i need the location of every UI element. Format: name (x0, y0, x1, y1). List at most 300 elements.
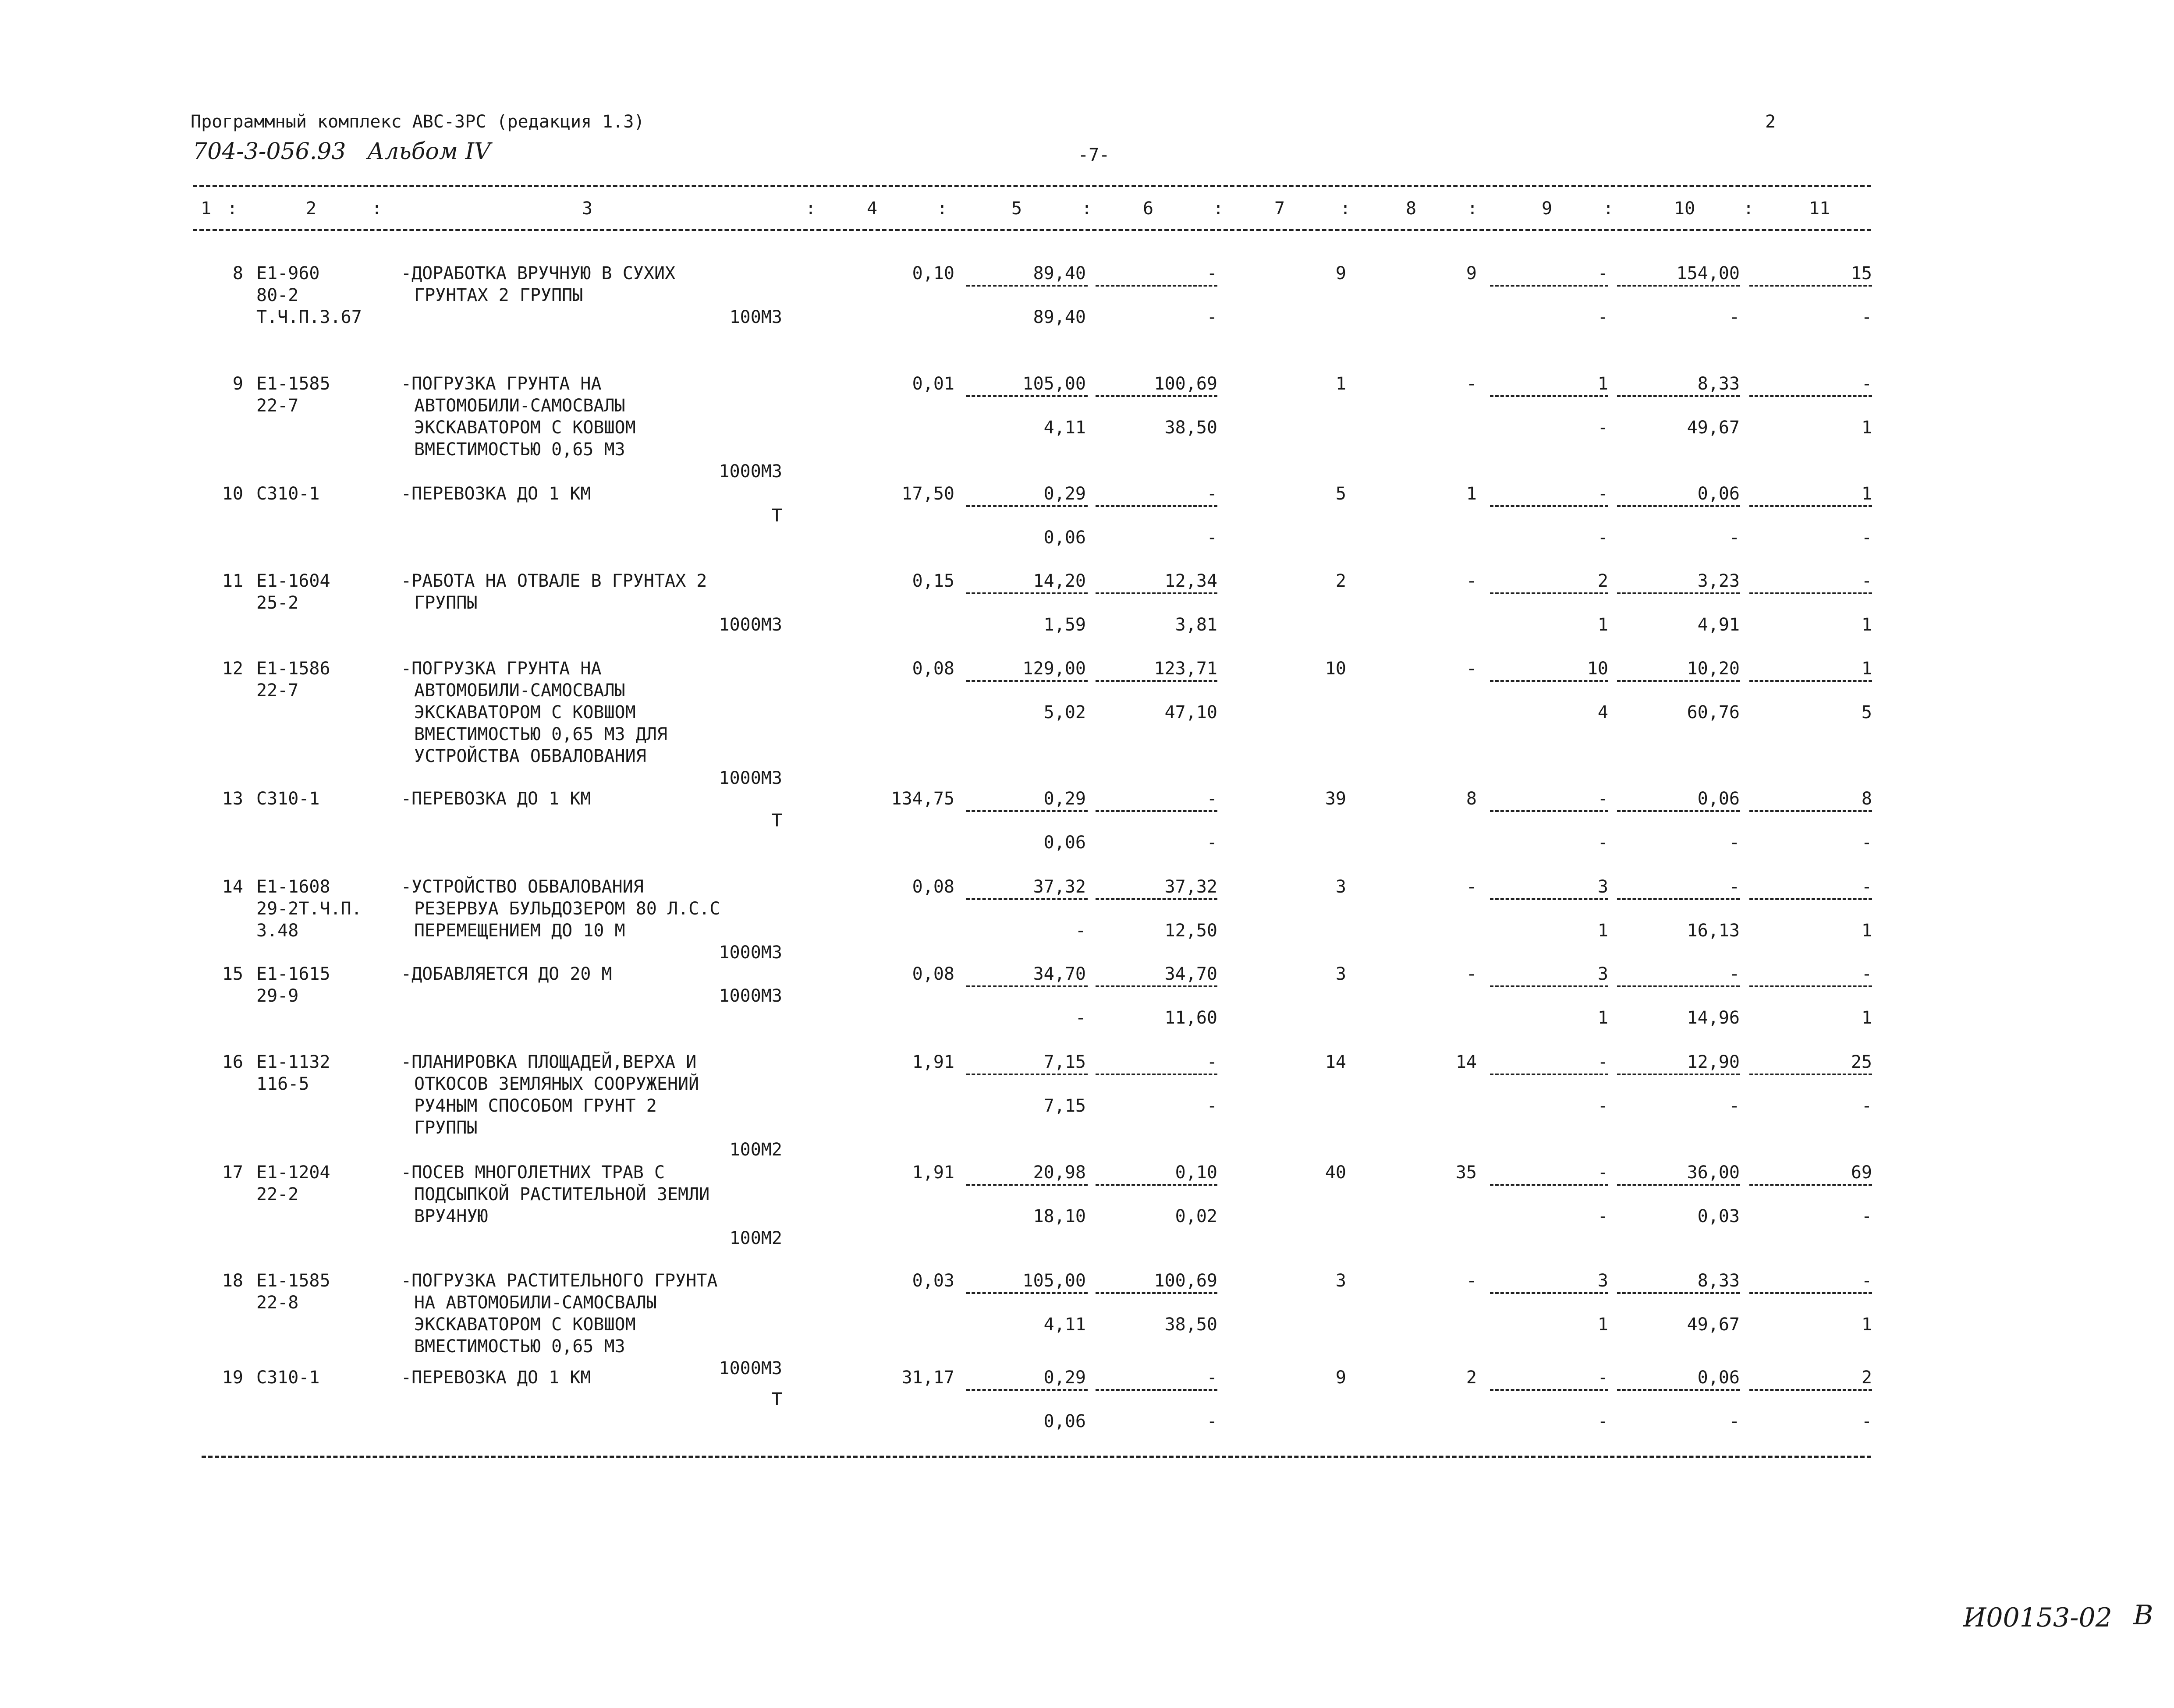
cell-col10-top: 0,06 (1697, 484, 1740, 504)
cell-divider (966, 680, 1088, 682)
cell-col7: 2 (1335, 571, 1346, 591)
row-unit: Т (771, 506, 782, 526)
cell-col5-bottom: 0,06 (1043, 833, 1086, 853)
cell-col6-bottom: 38,50 (1164, 418, 1217, 438)
cell-divider (966, 898, 1088, 900)
row-code: 29-9 (256, 986, 299, 1006)
row-description: ГРУППЫ (414, 1118, 478, 1138)
cell-divider (966, 1292, 1088, 1294)
cell-col10-top: - (1729, 877, 1740, 897)
cell-col10-bottom: - (1729, 1411, 1740, 1432)
sheet-mark: В (2133, 1599, 2153, 1631)
cell-col7: 9 (1335, 1368, 1346, 1388)
row-description: ЭКСКАВАТОРОМ С КОВШОМ (414, 1315, 636, 1335)
cell-col6-top: 0,10 (1175, 1162, 1217, 1183)
row-number: 8 (232, 263, 243, 283)
cell-col11-bottom: - (1861, 1206, 1872, 1226)
cell-col4: 1,91 (912, 1162, 954, 1183)
cell-col9-top: 1 (1597, 374, 1608, 394)
cell-col4: 0,08 (912, 877, 954, 897)
cell-divider (1096, 1389, 1217, 1391)
cell-col6-top: - (1206, 484, 1217, 504)
cell-col10-top: - (1729, 964, 1740, 984)
cell-divider (1617, 505, 1740, 507)
cell-col10-bottom: 60,76 (1687, 702, 1740, 723)
column-header-11: 11 (1809, 198, 1830, 219)
row-unit: 100М2 (729, 1140, 782, 1160)
cell-col6-top: - (1206, 789, 1217, 809)
cell-divider (1490, 1292, 1608, 1294)
cell-divider (1749, 1074, 1872, 1075)
cell-divider (1617, 1074, 1740, 1075)
row-description: ЭКСКАВАТОРОМ С КОВШОМ (414, 418, 636, 438)
cell-col10-top: 0,06 (1697, 1368, 1740, 1388)
cell-divider (1617, 1389, 1740, 1391)
row-number: 16 (222, 1052, 243, 1072)
program-title: Программный комплекс АВС-3РС (редакция 1.3) (191, 112, 645, 132)
cell-divider (1749, 810, 1872, 812)
column-header-5: 5 (1011, 198, 1022, 219)
cell-col5-bottom: 0,06 (1043, 1411, 1086, 1432)
cell-col7: 39 (1325, 789, 1346, 809)
cell-col5-bottom: 5,02 (1043, 702, 1086, 723)
cell-col10-bottom: 49,67 (1687, 418, 1740, 438)
row-unit: 1000М3 (719, 986, 782, 1006)
cell-col6-top: 12,34 (1164, 571, 1217, 591)
cell-col4: 17,50 (901, 484, 954, 504)
cell-col4: 31,17 (901, 1368, 954, 1388)
cell-col9-bottom: - (1597, 1096, 1608, 1116)
row-description: АВТОМОБИЛИ-САМОСВАЛЫ (414, 396, 625, 416)
cell-divider (1749, 592, 1872, 594)
row-description: УСТРОЙСТВА ОБВАЛОВАНИЯ (414, 746, 646, 766)
cell-divider (966, 985, 1088, 987)
cell-col10-bottom: 4,91 (1697, 615, 1740, 635)
cell-col9-top: 3 (1597, 964, 1608, 984)
cell-col11-top: 69 (1851, 1162, 1872, 1183)
cell-col7: 3 (1335, 877, 1346, 897)
cell-col5-top: 105,00 (1022, 374, 1086, 394)
cell-col9-top: - (1597, 789, 1608, 809)
cell-col6-bottom: 47,10 (1164, 702, 1217, 723)
cell-divider (1096, 898, 1217, 900)
cell-col7: 3 (1335, 1271, 1346, 1291)
cell-col11-bottom: 1 (1861, 921, 1872, 941)
row-description: -ПЕРЕВОЗКА ДО 1 КМ (401, 1368, 591, 1388)
cell-divider (1490, 1184, 1608, 1186)
cell-col9-bottom: - (1597, 528, 1608, 548)
cell-col5-bottom: 0,06 (1043, 528, 1086, 548)
cell-col5-bottom: 1,59 (1043, 615, 1086, 635)
row-code: С310-1 (256, 484, 320, 504)
cell-col8: 9 (1466, 263, 1477, 283)
column-separator: : (1467, 198, 1478, 219)
cell-col6-top: 100,69 (1154, 374, 1217, 394)
cell-col5-top: 14,20 (1033, 571, 1086, 591)
cell-divider (1096, 1292, 1217, 1294)
column-separator: : (1213, 198, 1224, 219)
cell-col6-bottom: 11,60 (1164, 1008, 1217, 1028)
row-code: С310-1 (256, 1368, 320, 1388)
cell-divider (1749, 1184, 1872, 1186)
column-header-3: 3 (582, 198, 593, 219)
cell-col7: 10 (1325, 659, 1346, 679)
column-header-2: 2 (305, 198, 317, 219)
cell-col10-bottom: 16,13 (1687, 921, 1740, 941)
cell-col10-bottom: - (1729, 307, 1740, 327)
header-divider (193, 229, 1871, 231)
cell-col10-bottom: 0,03 (1697, 1206, 1740, 1226)
cell-col8: 14 (1455, 1052, 1477, 1072)
cell-col7: 3 (1335, 964, 1346, 984)
cell-col11-bottom: - (1861, 528, 1872, 548)
row-code: 22-7 (256, 680, 299, 701)
cell-col8: - (1466, 571, 1477, 591)
cell-col8: - (1466, 877, 1477, 897)
cell-col6-bottom: - (1206, 1096, 1217, 1116)
cell-col4: 1,91 (912, 1052, 954, 1072)
cell-col10-top: 8,33 (1697, 1271, 1740, 1291)
cell-divider (1096, 810, 1217, 812)
row-code: Е1-1604 (256, 571, 330, 591)
cell-divider (1096, 985, 1217, 987)
cell-col4: 0,10 (912, 263, 954, 283)
cell-divider (1617, 680, 1740, 682)
row-description: -ПОГРУЗКА РАСТИТЕЛЬНОГО ГРУНТА (401, 1271, 718, 1291)
cell-col11-top: 8 (1861, 789, 1872, 809)
cell-col9-bottom: - (1597, 833, 1608, 853)
row-code: С310-1 (256, 789, 320, 809)
row-description: -ДОРАБОТКА ВРУЧНУЮ В СУХИХ (401, 263, 676, 283)
row-number: 13 (222, 789, 243, 809)
row-number: 15 (222, 964, 243, 984)
row-unit: 1000М3 (719, 615, 782, 635)
row-description: ОТКОСОВ ЗЕМЛЯНЫХ СООРУЖЕНИЙ (414, 1074, 699, 1094)
cell-col9-bottom: 1 (1597, 921, 1608, 941)
cell-col5-bottom: 89,40 (1033, 307, 1086, 327)
cell-col7: 14 (1325, 1052, 1346, 1072)
cell-col9-top: 10 (1587, 659, 1608, 679)
cell-divider (1617, 898, 1740, 900)
row-unit: Т (771, 1389, 782, 1410)
cell-divider (1096, 1184, 1217, 1186)
column-separator: : (1081, 198, 1092, 219)
row-code: Е1-1608 (256, 877, 330, 897)
row-code: Е1-1132 (256, 1052, 330, 1072)
cell-col10-top: 0,06 (1697, 789, 1740, 809)
cell-divider (1749, 505, 1872, 507)
cell-divider (1617, 592, 1740, 594)
cell-col10-top: 154,00 (1676, 263, 1740, 283)
cell-col11-bottom: 1 (1861, 418, 1872, 438)
cell-col11-bottom: - (1861, 307, 1872, 327)
document-stamp: И00153-02 (1963, 1602, 2112, 1633)
cell-divider (1749, 680, 1872, 682)
row-description: ВМЕСТИМОСТЬЮ 0,65 М3 (414, 439, 625, 460)
cell-divider (1749, 898, 1872, 900)
cell-col9-bottom: 1 (1597, 1315, 1608, 1335)
cell-col6-bottom: - (1206, 528, 1217, 548)
row-code: Е1-1204 (256, 1162, 330, 1183)
cell-col11-top: - (1861, 877, 1872, 897)
cell-divider (1490, 395, 1608, 397)
column-separator: : (227, 198, 238, 219)
cell-col9-bottom: - (1597, 1411, 1608, 1432)
cell-divider (1096, 680, 1217, 682)
cell-divider (1096, 1074, 1217, 1075)
cell-divider (1490, 1074, 1608, 1075)
cell-col9-top: - (1597, 1368, 1608, 1388)
cell-divider (966, 395, 1088, 397)
cell-col4: 134,75 (891, 789, 954, 809)
top-divider (193, 185, 1871, 187)
cell-col5-top: 0,29 (1043, 789, 1086, 809)
cell-divider (1490, 285, 1608, 287)
row-description: -ПОСЕВ МНОГОЛЕТНИХ ТРАВ С (401, 1162, 665, 1183)
cell-col9-top: 3 (1597, 1271, 1608, 1291)
row-description: -УСТРОЙСТВО ОБВАЛОВАНИЯ (401, 877, 644, 897)
cell-divider (1617, 985, 1740, 987)
cell-col11-top: - (1861, 1271, 1872, 1291)
cell-col6-top: 100,69 (1154, 1271, 1217, 1291)
cell-col11-bottom: - (1861, 1411, 1872, 1432)
cell-col8: - (1466, 659, 1477, 679)
cell-col6-bottom: - (1206, 1411, 1217, 1432)
cell-col11-bottom: - (1861, 833, 1872, 853)
cell-col7: 9 (1335, 263, 1346, 283)
cell-col6-top: 34,70 (1164, 964, 1217, 984)
cell-col4: 0,15 (912, 571, 954, 591)
cell-col9-bottom: 1 (1597, 1008, 1608, 1028)
cell-divider (1490, 985, 1608, 987)
cell-divider (1749, 395, 1872, 397)
cell-col10-top: 10,20 (1687, 659, 1740, 679)
cell-col8: 8 (1466, 789, 1477, 809)
cell-col11-top: 2 (1861, 1368, 1872, 1388)
cell-col11-bottom: - (1861, 1096, 1872, 1116)
cell-divider (1749, 285, 1872, 287)
row-number: 12 (222, 659, 243, 679)
row-unit: 1000М3 (719, 768, 782, 788)
cell-col10-bottom: - (1729, 833, 1740, 853)
cell-col11-top: 15 (1851, 263, 1872, 283)
cell-col10-bottom: - (1729, 1096, 1740, 1116)
row-description: АВТОМОБИЛИ-САМОСВАЛЫ (414, 680, 625, 701)
cell-col9-top: - (1597, 263, 1608, 283)
cell-col9-top: 3 (1597, 877, 1608, 897)
cell-col5-top: 89,40 (1033, 263, 1086, 283)
cell-col10-top: 12,90 (1687, 1052, 1740, 1072)
cell-col5-top: 7,15 (1043, 1052, 1086, 1072)
cell-col6-top: 123,71 (1154, 659, 1217, 679)
cell-col6-bottom: - (1206, 307, 1217, 327)
cell-col7: 40 (1325, 1162, 1346, 1183)
row-unit: 100М2 (729, 1228, 782, 1248)
cell-divider (966, 285, 1088, 287)
cell-divider (1617, 1292, 1740, 1294)
cell-col5-top: 37,32 (1033, 877, 1086, 897)
cell-col11-bottom: 5 (1861, 702, 1872, 723)
cell-col5-top: 0,29 (1043, 1368, 1086, 1388)
row-description: ЭКСКАВАТОРОМ С КОВШОМ (414, 702, 636, 723)
row-number: 19 (222, 1368, 243, 1388)
cell-col6-top: 37,32 (1164, 877, 1217, 897)
cell-col11-top: 1 (1861, 659, 1872, 679)
row-description: РЕЗЕРВУА БУЛЬДОЗЕРОМ 80 Л.С.С (414, 899, 720, 919)
row-code: Е1-1586 (256, 659, 330, 679)
row-unit: 1000М3 (719, 461, 782, 482)
cell-col8: - (1466, 374, 1477, 394)
row-unit: 1000М3 (719, 1358, 782, 1378)
cell-col6-bottom: 38,50 (1164, 1315, 1217, 1335)
row-description: РУ4НЫМ СПОСОБОМ ГРУНТ 2 (414, 1096, 657, 1116)
cell-col5-top: 34,70 (1033, 964, 1086, 984)
cell-col6-top: - (1206, 1052, 1217, 1072)
cell-col9-bottom: 1 (1597, 615, 1608, 635)
cell-col4: 0,08 (912, 964, 954, 984)
bottom-divider (202, 1456, 1871, 1458)
row-code: Е1-1615 (256, 964, 330, 984)
row-code: Е1-960 (256, 263, 320, 283)
cell-divider (966, 1389, 1088, 1391)
row-description: -ПЛАНИРОВКА ПЛОЩАДЕЙ,ВЕРХА И (401, 1052, 697, 1072)
cell-divider (1096, 505, 1217, 507)
row-description: ПЕРЕМЕЩЕНИЕМ ДО 10 М (414, 921, 625, 941)
cell-divider (1096, 592, 1217, 594)
cell-col6-bottom: - (1206, 833, 1217, 853)
cell-col11-bottom: 1 (1861, 1315, 1872, 1335)
column-separator: : (936, 198, 948, 219)
cell-col9-top: 2 (1597, 571, 1608, 591)
column-header-8: 8 (1405, 198, 1417, 219)
cell-col10-bottom: - (1729, 528, 1740, 548)
cell-col9-bottom: - (1597, 307, 1608, 327)
row-description: -ДОБАВЛЯЕТСЯ ДО 20 М (401, 964, 612, 984)
cell-divider (966, 592, 1088, 594)
cell-divider (1096, 395, 1217, 397)
cell-divider (1617, 285, 1740, 287)
cell-col5-bottom: 7,15 (1043, 1096, 1086, 1116)
cell-divider (1749, 1292, 1872, 1294)
row-number: 14 (222, 877, 243, 897)
column-header-10: 10 (1674, 198, 1695, 219)
row-code: 3.48 (256, 921, 299, 941)
cell-col7: 1 (1335, 374, 1346, 394)
cell-col6-top: - (1206, 1368, 1217, 1388)
cell-divider (966, 1074, 1088, 1075)
row-description: -ПОГРУЗКА ГРУНТА НА (401, 374, 602, 394)
cell-col10-top: 36,00 (1687, 1162, 1740, 1183)
cell-col8: 2 (1466, 1368, 1477, 1388)
row-code: 80-2 (256, 285, 299, 305)
cell-col9-bottom: - (1597, 418, 1608, 438)
column-header-4: 4 (866, 198, 878, 219)
row-code: Е1-1585 (256, 374, 330, 394)
cell-col10-top: 3,23 (1697, 571, 1740, 591)
row-code: 116-5 (256, 1074, 309, 1094)
cell-col11-top: 25 (1851, 1052, 1872, 1072)
cell-col11-top: 1 (1861, 484, 1872, 504)
cell-col11-top: - (1861, 571, 1872, 591)
column-header-6: 6 (1142, 198, 1154, 219)
row-code: 25-2 (256, 593, 299, 613)
row-code: 22-7 (256, 396, 299, 416)
row-description: -ПЕРЕВОЗКА ДО 1 КМ (401, 789, 591, 809)
cell-col4: 0,03 (912, 1271, 954, 1291)
page-number: -7- (1078, 145, 1110, 165)
cell-divider (1617, 395, 1740, 397)
cell-col5-top: 129,00 (1022, 659, 1086, 679)
cell-divider (1749, 1389, 1872, 1391)
cell-col5-bottom: 18,10 (1033, 1206, 1086, 1226)
cell-divider (1490, 898, 1608, 900)
cell-col4: 0,01 (912, 374, 954, 394)
cell-col5-bottom: 4,11 (1043, 418, 1086, 438)
row-description: -ПОГРУЗКА ГРУНТА НА (401, 659, 602, 679)
row-number: 11 (222, 571, 243, 591)
cell-col9-bottom: 4 (1597, 702, 1608, 723)
row-number: 9 (232, 374, 243, 394)
cell-col9-top: - (1597, 1052, 1608, 1072)
cell-divider (1490, 592, 1608, 594)
cell-divider (1490, 505, 1608, 507)
handwritten-reference: 704-3-056.93 (193, 138, 346, 165)
row-description: -ПЕРЕВОЗКА ДО 1 КМ (401, 484, 591, 504)
column-header-7: 7 (1274, 198, 1285, 219)
cell-divider (966, 505, 1088, 507)
cell-col6-top: - (1206, 263, 1217, 283)
cell-divider (1490, 810, 1608, 812)
cell-col7: 5 (1335, 484, 1346, 504)
row-description: ГРУНТАХ 2 ГРУППЫ (414, 285, 583, 305)
cell-divider (1749, 985, 1872, 987)
row-unit: 1000М3 (719, 943, 782, 963)
row-description: ВРУ4НУЮ (414, 1206, 488, 1226)
cell-col4: 0,08 (912, 659, 954, 679)
column-header-1: 1 (200, 198, 212, 219)
row-description: НА АВТОМОБИЛИ-САМОСВАЛЫ (414, 1293, 657, 1313)
row-number: 10 (222, 484, 243, 504)
cell-col8: - (1466, 1271, 1477, 1291)
cell-col11-bottom: 1 (1861, 615, 1872, 635)
cell-col6-bottom: 12,50 (1164, 921, 1217, 941)
cell-col11-top: - (1861, 374, 1872, 394)
sheet-number: 2 (1765, 112, 1776, 132)
row-unit: Т (771, 811, 782, 831)
column-separator: : (1743, 198, 1754, 219)
cell-col8: - (1466, 964, 1477, 984)
row-code: 22-2 (256, 1184, 299, 1205)
row-description: -РАБОТА НА ОТВАЛЕ В ГРУНТАХ 2 (401, 571, 707, 591)
cell-divider (1617, 1184, 1740, 1186)
cell-col5-bottom: - (1075, 1008, 1086, 1028)
row-unit: 100М3 (729, 307, 782, 327)
row-code: 22-8 (256, 1293, 299, 1313)
cell-col5-bottom: - (1075, 921, 1086, 941)
cell-divider (1490, 680, 1608, 682)
cell-col6-bottom: 3,81 (1175, 615, 1217, 635)
cell-col5-top: 0,29 (1043, 484, 1086, 504)
cell-col6-bottom: 0,02 (1175, 1206, 1217, 1226)
cell-col5-top: 20,98 (1033, 1162, 1086, 1183)
handwritten-album: Альбом IV (367, 138, 491, 165)
column-separator: : (1603, 198, 1614, 219)
cell-col5-top: 105,00 (1022, 1271, 1086, 1291)
cell-divider (966, 1184, 1088, 1186)
cell-col9-top: - (1597, 1162, 1608, 1183)
column-header-9: 9 (1541, 198, 1553, 219)
cell-col5-bottom: 4,11 (1043, 1315, 1086, 1335)
